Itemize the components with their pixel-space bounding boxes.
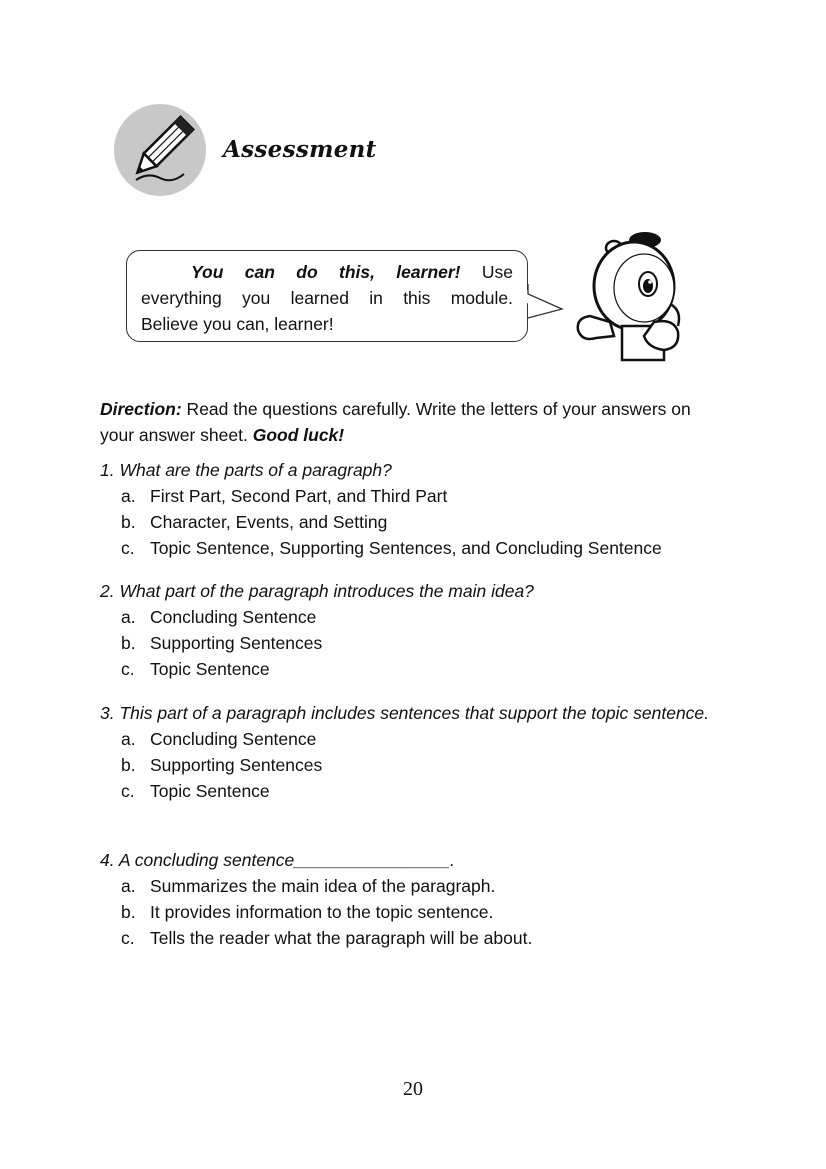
option-b: b. Character, Events, and Setting (121, 512, 388, 532)
page-title: Assessment (223, 136, 377, 163)
question-stem: 3. This part of a paragraph includes sentences that support the topic sentence. (100, 703, 710, 723)
direction-label: Direction: (100, 399, 182, 419)
option-a: a. Concluding Sentence (121, 729, 317, 749)
option-c: c. Topic Sentence (121, 659, 270, 679)
question-stem: 1. What are the parts of a paragraph? (100, 460, 392, 480)
page-number: 20 (403, 1078, 423, 1100)
question-2 (100, 578, 728, 682)
direction-text: Direction: Read the questions carefully. Write the letters of your answers on your answer sheet. Good luck! (100, 399, 691, 445)
option-c: c. Tells the reader what the paragraph will be about. (121, 928, 533, 948)
option-b: b. Supporting Sentences (121, 633, 323, 653)
question-4 (100, 847, 728, 951)
speech-bubble-tail (520, 280, 566, 320)
encouragement-bold: You can do this, learner! (191, 262, 461, 282)
speech-bubble-text: You can do this, learner! Use everything you learned in this module. Believe you can, learner! (141, 262, 513, 334)
question-stem: 2. What part of the paragraph introduces the main idea? (100, 581, 534, 601)
option-a: a. First Part, Second Part, and Third Part (121, 486, 448, 506)
question-stem: 4. A concluding sentence________________. (100, 850, 455, 870)
option-c: c. Topic Sentence (121, 781, 270, 801)
good-luck-text: Good luck! (252, 425, 345, 445)
pencil-icon (114, 104, 206, 196)
option-b: b. It provides information to the topic sentence. (121, 902, 494, 922)
magnifier-mascot-icon (570, 226, 700, 366)
question-1 (100, 457, 728, 561)
option-a: a. Concluding Sentence (121, 607, 317, 627)
option-a: a. Summarizes the main idea of the paragraph. (121, 876, 496, 896)
option-c: c. Topic Sentence, Supporting Sentences, and Concluding Sentence (121, 538, 662, 558)
option-b: b. Supporting Sentences (121, 755, 323, 775)
question-3 (100, 700, 728, 804)
